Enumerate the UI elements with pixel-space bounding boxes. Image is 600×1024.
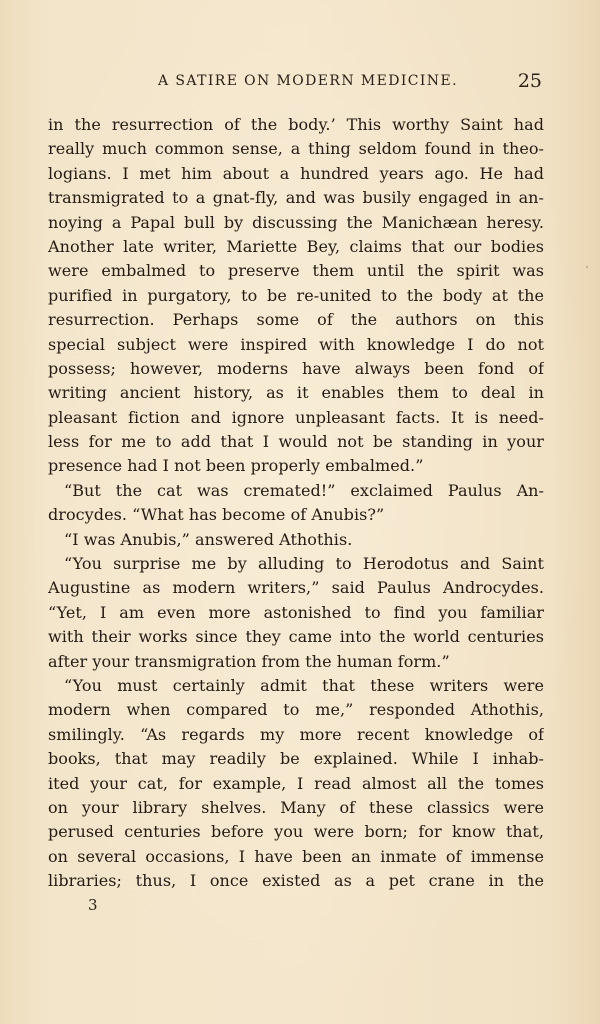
text-line: Another late writer, Mariette Bey, claims that our bodies [48,236,544,256]
text-line: on several occasions, I have been an inmate of immense [48,846,544,866]
text-line: “Yet, I am even more astonished to find you familiar [48,602,544,622]
text-line: after your transmigration from the human form.” [48,651,450,671]
text-line: special subject were inspired with knowledge I do not [48,334,544,354]
text-line: logians. I met him about a hundred years ago. He had [48,163,544,183]
text-line: purified in purgatory, to be re-united to the body at the [48,285,544,305]
text-line: possess; however, moderns have always been fond of [48,358,544,378]
paper-speck [586,266,588,268]
text-line: libraries; thus, I once existed as a pet crane in the [48,871,544,891]
text-line: books, that may readily be explained. While I inhab- [48,749,544,769]
text-line: drocydes. “What has become of Anubis?” [48,505,385,525]
page-number: 25 [517,70,542,92]
text-line: Augustine as modern writers,” said Paulus Androcydes. [48,578,544,598]
text-line: pleasant fiction and ignore unpleasant facts. It is need- [48,407,544,427]
text-line: were embalmed to preserve them until the spirit was [48,261,544,281]
text-line: in the resurrection of the body.’ This worthy Saint had [48,115,544,134]
text-line: really much common sense, a thing seldom found in theo- [48,139,544,159]
body-text [48,113,544,894]
text-line: smilingly. “As regards my more recent knowledge of [48,724,544,744]
signature-mark: 3 [88,896,98,914]
running-head [48,70,544,94]
text-line: transmigrated to a gnat-fly, and was busily engaged in an- [48,188,544,208]
text-line: “I was Anubis,” answered Athothis. [64,529,353,549]
text-line: presence had I not been properly embalmed.” [48,456,424,476]
text-line: less for me to add that I would not be standing in your [48,432,544,452]
text-line: with their works since they came into the world centuries [48,627,544,647]
text-line: “But the cat was cremated!” exclaimed Paulus An- [64,480,544,500]
text-line: “You must certainly admit that these writers were [64,675,544,695]
text-line: “You surprise me by alluding to Herodotus and Saint [64,554,544,574]
text-line: on your library shelves. Many of these classics were [48,797,544,817]
text-line: noying a Papal bull by discussing the Manichæan heresy. [48,212,544,232]
running-title: A SATIRE ON MODERN MEDICINE. [158,73,458,89]
text-line: writing ancient history, as it enables them to deal in [48,383,544,403]
text-line: perused centuries before you were born; for know that, [48,822,544,842]
text-line: resurrection. Perhaps some of the authors on this [48,310,544,330]
text-line: ited your cat, for example, I read almost all the tomes [48,773,544,793]
text-line: modern when compared to me,” responded Athothis, [48,700,544,720]
